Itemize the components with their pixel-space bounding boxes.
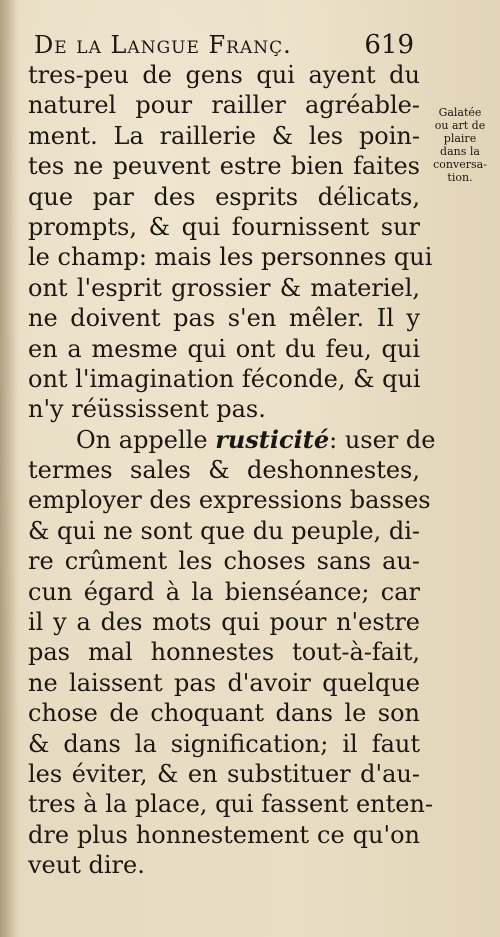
text-line: tres-peu de gens qui ayent du — [28, 61, 420, 89]
text-line: & dans la signification; il faut — [28, 729, 420, 758]
text-line: il y a des mots qui pour n'estre — [28, 608, 420, 637]
text-fragment: : user de — [329, 425, 436, 454]
text-line: chose de choquant dans le son — [28, 699, 420, 728]
page-number: 619 — [364, 30, 414, 60]
margin-note-line: dans la — [440, 145, 480, 158]
margin-note-line: tion. — [447, 171, 473, 184]
text-line: prompts, & qui fournissent sur — [28, 212, 420, 241]
paragraph-start-line — [28, 424, 436, 455]
text-line: ne laissent pas d'avoir quelque — [28, 668, 420, 697]
text-line: employer des expressions basses — [28, 486, 431, 515]
text-line: ne doivent pas s'en mêler. Il y — [28, 304, 420, 333]
text-line: & qui ne sont que du peuple, di- — [28, 516, 420, 545]
text-line: dre plus honnestement ce qu'on — [28, 820, 420, 849]
text-line: tres à la place, qui fassent enten- — [28, 790, 434, 819]
body-text — [28, 60, 436, 881]
margin-note-line: Galatée — [438, 106, 482, 119]
text-line: cun égard à la bienséance; car — [28, 577, 420, 606]
text-line: naturel pour railler agréable- — [28, 91, 420, 120]
text-line: que par des esprits délicats, — [28, 182, 420, 211]
running-title: De la Langue Franç. — [34, 31, 292, 59]
text-fragment: On appelle — [76, 425, 208, 454]
margin-note-line: conversa- — [433, 158, 487, 171]
text-line: termes sales & deshonnestes, — [28, 456, 420, 485]
text-line: les éviter, & en substituer d'au- — [28, 759, 420, 788]
margin-note-line: ou art de — [434, 119, 486, 132]
margin-note — [420, 106, 500, 184]
text-line: veut dire. — [28, 851, 145, 880]
text-line: pas mal honnestes tout-à-fait, — [28, 638, 420, 667]
text-line: le champ: mais les personnes qui — [28, 243, 433, 272]
gutter-shadow — [0, 0, 18, 937]
text-line: ont l'imagination féconde, & qui — [28, 364, 421, 393]
running-head — [34, 30, 414, 64]
text-line: ment. La raillerie & les poin- — [28, 121, 420, 150]
italic-term: rusticité — [215, 424, 330, 454]
text-line: re crûment les choses sans au- — [28, 547, 420, 576]
text-line: n'y réüssissent pas. — [28, 395, 266, 424]
text-line: en a mesme qui ont du feu, qui — [28, 334, 420, 363]
text-line: tes ne peuvent estre bien faites — [28, 152, 420, 181]
text-line: ont l'esprit grossier & materiel, — [28, 273, 420, 302]
margin-note-line: plaire — [443, 132, 477, 145]
